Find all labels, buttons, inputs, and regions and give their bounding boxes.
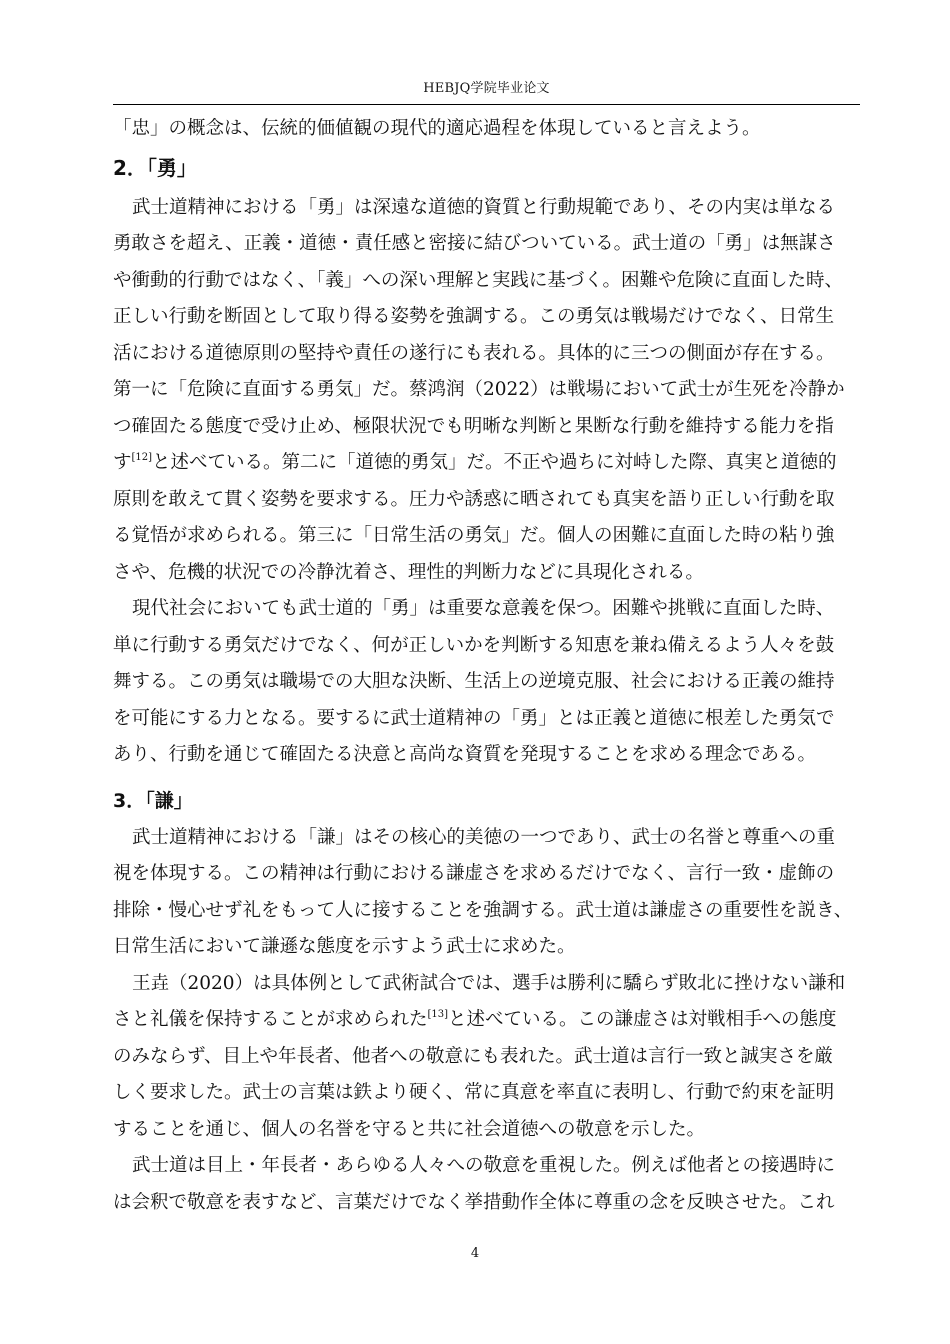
text-line: あり、行動を通じて確固たる決意と高尚な資質を発現することを求める理念である。 [113, 744, 817, 765]
text-line: る覚悟が求められる。第三に「日常生活の勇気」だ。個人の困難に直面した時の粘り強 [113, 525, 835, 546]
text-line: は会釈で敬意を表すなど、言葉だけでなく挙措動作全体に尊重の念を反映させた。これ [113, 1191, 835, 1213]
paragraph-humility-2 [113, 966, 860, 1149]
text-fragment: と述べている。第二に「道徳的勇気」だ。不正や過ちに対峙した際、真実と道徳的 [152, 452, 837, 473]
text-line: つ確固たる態度で受け止め、極限状況でも明晰な判断と果断な行動を維持する能力を指 [113, 415, 834, 437]
text-line: 活における道徳原則の堅持や責任の遂行にも表れる。具体的に三つの側面が存在する。 [113, 342, 835, 364]
text-line: 舞する。この勇気は職場での大胆な決断、生活上の逆境克服、社会における正義の維持 [113, 671, 835, 692]
text-line: 日常生活において謙遜な態度を示すよう武士に求めた。 [113, 936, 576, 957]
paragraph-courage-1 [113, 190, 860, 592]
text-line [113, 445, 860, 482]
text-line: のみならず、目上や年長者、他者への敬意にも表れた。武士道は言行一致と誠実さを厳 [113, 1045, 834, 1067]
text-line: を可能にする力となる。要するに武士道精神の「勇」とは正義と道徳に根差した勇気で [113, 707, 835, 729]
text-line: 武士道精神における「謙」はその核心的美徳の一つであり、武士の名誉と尊重への重 [132, 826, 836, 848]
header-divider [113, 104, 860, 105]
paragraph-humility-1 [113, 820, 860, 966]
text-fragment: と述べている。この謙虚さは対戦相手への態度 [448, 1009, 837, 1030]
text-line: することを通じ、個人の名誉を守ると共に社会道徳への敬意を示した。 [113, 1118, 706, 1140]
text-line: しく要求した。武士の言葉は鉄より硬く、常に真意を率直に表明し、行動で約束を証明 [113, 1082, 835, 1103]
text-line: 武士道精神における「勇」は深遠な道徳的資質と行動規範であり、その内実は単なる [132, 196, 836, 218]
citation-12: [12] [131, 452, 153, 463]
page-header-title: HEBJQ学院毕业论文 [423, 81, 550, 96]
section-heading-humility: 3．「謙」 [113, 789, 193, 812]
text-line: 視を体現する。この精神は行動における謙虚さを求めるだけでなく、言行一致・虚飾の [113, 863, 835, 884]
text-line: さや、危機的状況での冷静沈着さ、理性的判断力などに具現化される。 [113, 561, 704, 583]
text-line: 排除・慢心せず礼をもって人に接することを強調する。武士道は謙虚さの重要性を説き、 [113, 899, 853, 921]
text-line: 第一に「危険に直面する勇気」だ。蔡鸿润（2022）は戦場において武士が生死を冷静か [113, 379, 845, 400]
text-line: 武士道は目上・年長者・あらゆる人々への敬意を重視した。例えば他者との接遇時に [132, 1155, 836, 1176]
text-line [113, 1002, 860, 1039]
text-fragment: さと礼儀を保持することが求められた [113, 1009, 428, 1030]
text-line: 勇敢さを超え、正義・道徳・責任感と密接に結びついている。武士道の「勇」は無謀さ [113, 233, 836, 254]
paragraph-courage-2 [113, 591, 860, 774]
text-line: 正しい行動を断固として取り得る姿勢を強調する。この勇気は戦場だけでなく、日常生 [113, 306, 835, 327]
document-body [113, 111, 860, 1221]
section-heading-courage: 2．「勇」 [113, 155, 197, 180]
text-line: 王垚（2020）は具体例として武術試合では、選手は勝利に驕らず敗北に挫けない謙和 [132, 972, 846, 994]
text-line: 「忠」の概念は、伝統的価値観の現代的適応過程を体現していると言えよう。 [113, 118, 761, 139]
text-line: 単に行動する勇気だけでなく、何が正しいかを判断する知恵を兼ね備えるよう人々を鼓 [113, 634, 835, 656]
text-fragment: す [113, 452, 132, 473]
citation-13: [13] [427, 1009, 449, 1020]
paragraph-humility-3 [113, 1148, 860, 1221]
text-line: 原則を敢えて貫く姿勢を要求する。圧力や誘惑に晒されても真実を語り正しい行動を取 [113, 488, 835, 510]
page-number: 4 [470, 1246, 480, 1261]
text-line: や衝動的行動ではなく、「義」への深い理解と実践に基づく。困難や危険に直面した時、 [113, 269, 844, 291]
text-line: 現代社会においても武士道的「勇」は重要な意義を保つ。困難や挑戦に直面した時、 [132, 598, 835, 619]
